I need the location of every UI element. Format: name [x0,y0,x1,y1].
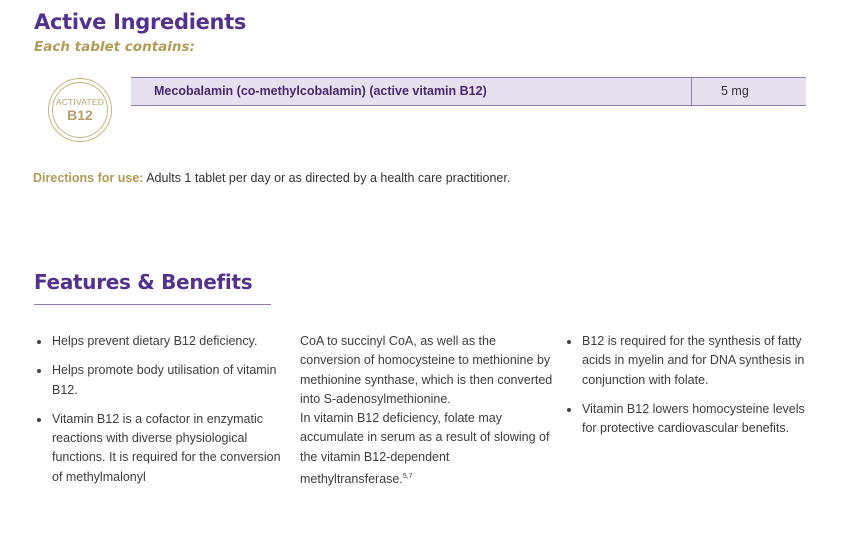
list-item: Helps prevent dietary B12 deficiency. [36,332,284,351]
directions-label: Directions for use: [33,171,144,185]
badge-main-text: B12 [67,107,93,123]
continuation-paragraph: CoA to succinyl CoA, as well as the conversion of homocysteine to methionine by methionine synthase, which is then converted into S-adenosylmethionine. [300,334,553,406]
activated-b12-badge [48,78,112,142]
features-benefits-heading: Features & Benefits [34,270,253,294]
features-column-3 [566,332,816,448]
folate-paragraph [300,409,555,489]
ingredient-name: Mecobalamin (co-methylcobalamin) (active vitamin B12) [131,78,692,105]
ingredient-dose: 5 mg [721,84,749,98]
ingredient-table [131,77,806,106]
active-ingredients-heading: Active Ingredients [34,10,247,34]
badge-top-text: ACTIVATED [55,97,105,107]
directions-text: Adults 1 tablet per day or as directed by a health care practitioner. [143,171,511,185]
features-column-2 [300,332,555,489]
heading-divider [34,304,271,305]
directions-for-use [33,171,510,185]
features-column-1 [36,332,284,497]
badge-inner-ring [52,82,108,138]
folate-text: In vitamin B12 deficiency, folate may accumulate in serum as a result of slowing of the vitamin B12-dependent methyltransferase. [300,411,550,487]
reference-superscript: 5,7 [402,473,413,481]
list-item: Helps promote body utilisation of vitamin B12. [36,361,284,400]
list-item: Vitamin B12 lowers homocysteine levels for protective cardiovascular benefits. [566,400,816,439]
list-item: Vitamin B12 is a cofactor in enzymatic reactions with diverse physiological functions. It is required for the conversion of methylmalonyl [36,410,284,487]
list-item: B12 is required for the synthesis of fatty acids in myelin and for DNA synthesis in conjunction with folate. [566,332,816,390]
tablet-contents-subheading: Each tablet contains: [34,39,195,55]
